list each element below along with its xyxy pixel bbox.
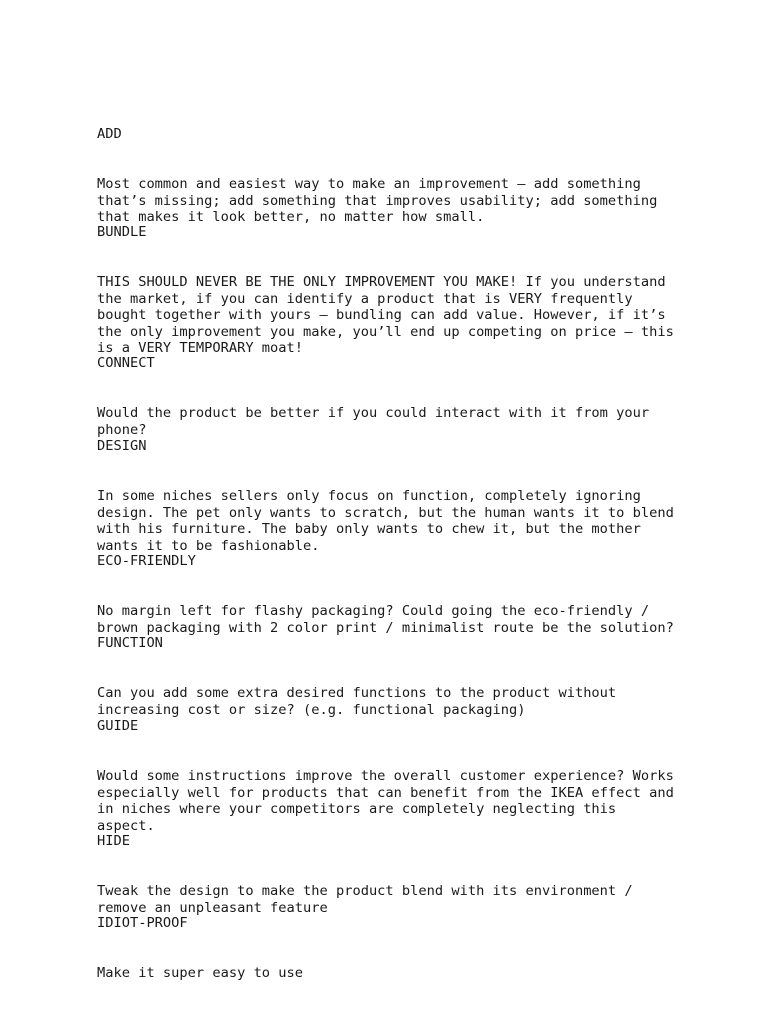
- section-body: In some niches sellers only focus on function, completely ignoring design. The pet only wants to scratch, but the human wants it to blend with his furniture. The baby only wants to chew it, but the mother wants it to be fashionable.: [97, 487, 674, 554]
- section-body: Tweak the design to make the product blend with its environment / remove an unpleasant feature: [97, 882, 633, 916]
- section-heading: CONNECT: [97, 355, 155, 372]
- section-body: Make it super easy to use: [97, 964, 304, 981]
- section-heading: ADD: [97, 126, 122, 143]
- section-heading: DESIGN: [97, 438, 147, 455]
- section-heading: BUNDLE: [97, 224, 147, 241]
- section-body: Would the product be better if you could interact with it from your phone?: [97, 404, 650, 438]
- section-idiot-proof: [97, 882, 677, 1015]
- section-body: Most common and easiest way to make an improvement – add something that’s missing; add something that improves usability; add something that makes it look better, no matter how small.: [97, 175, 658, 226]
- section-heading: HIDE: [97, 833, 130, 850]
- section-heading: FUNCTION: [97, 635, 163, 652]
- section-heading: ECO-FRIENDLY: [97, 553, 196, 570]
- section-heading: IDIOT-PROOF: [97, 915, 188, 932]
- section-heading: GUIDE: [97, 718, 139, 735]
- section-body: THIS SHOULD NEVER BE THE ONLY IMPROVEMENT YOU MAKE! If you understand the market, if you can identify a product that is VERY frequently bought together with yours – bundling can add value. However, if it’s the only improvement you make, you’ll end up competing on price – this is a VERY TEMPORARY moat!: [97, 273, 674, 357]
- section-body: Can you add some extra desired functions to the product without increasing cost or size? (e.g. functional packaging): [97, 684, 617, 718]
- section-body: Would some instructions improve the overall customer experience? Works especially well for products that can benefit from the IKEA effect and in niches where your competitors are completely neglecting this aspect.: [97, 767, 674, 834]
- section-body: No margin left for flashy packaging? Could going the eco-friendly / brown packaging with 2 color print / minimalist route be the solution?: [97, 602, 674, 636]
